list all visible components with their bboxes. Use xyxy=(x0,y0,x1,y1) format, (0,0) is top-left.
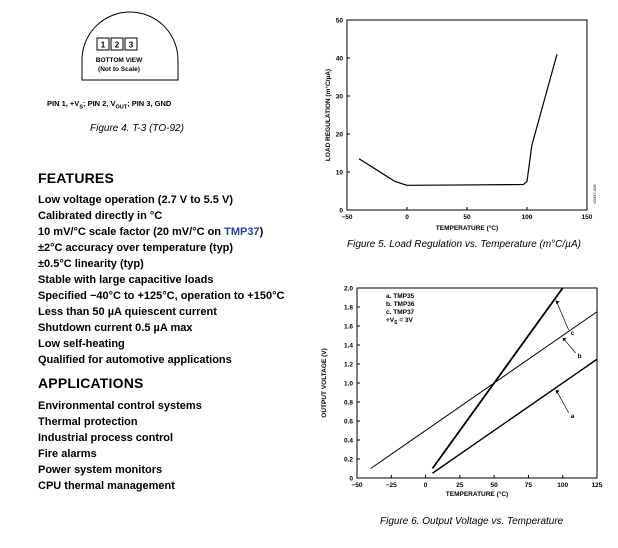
feature-item: Stable with large capacitive loads xyxy=(38,274,214,286)
scale-label: (Not to Scale) xyxy=(98,66,140,73)
x-tick-label: −50 xyxy=(341,214,353,221)
feature-item: Less than 50 µA quiescent current xyxy=(38,306,217,318)
series-pointer-b xyxy=(563,338,575,352)
series-pointer-a xyxy=(556,391,568,413)
pin-number-1: 1 xyxy=(100,40,106,50)
applications-list xyxy=(38,398,202,494)
x-tick-label: 50 xyxy=(490,482,498,489)
feature-item: Low self-heating xyxy=(38,338,125,350)
x-tick-label: 150 xyxy=(581,214,593,221)
y-tick-label: 10 xyxy=(335,169,343,177)
y-tick-label: 1.6 xyxy=(343,323,353,331)
features-heading: FEATURES xyxy=(38,170,115,186)
y-tick-label: 0.6 xyxy=(343,418,353,426)
feature-item-text: 10 mV/°C scale factor (20 mV/°C on xyxy=(38,226,225,238)
figure-code: 00337-006 xyxy=(592,184,597,204)
application-item: Environmental control systems xyxy=(38,400,202,412)
series-line-b xyxy=(371,312,597,469)
load-regulation-chart xyxy=(310,8,610,236)
legend-entry-c: c. TMP37 xyxy=(386,309,415,316)
application-item: Power system monitors xyxy=(38,464,163,476)
x-tick-label: 0 xyxy=(423,482,428,489)
tmp37-link[interactable]: TMP37 xyxy=(224,226,260,238)
x-tick-label: 0 xyxy=(405,214,409,221)
application-item: Fire alarms xyxy=(38,448,97,460)
figure-6-caption: Figure 6. Output Voltage vs. Temperature xyxy=(380,516,564,527)
pin-assignment-caption: PIN 1, $+V_S$; PIN 2, $V_{OUT}$; PIN 3, GND xyxy=(47,99,172,111)
series-label-a: a xyxy=(570,412,575,420)
x-tick-label: 125 xyxy=(591,482,603,489)
plot-frame xyxy=(347,20,587,210)
feature-item: Shutdown current 0.5 µA max xyxy=(38,322,193,334)
y-tick-label: 0 xyxy=(349,475,353,483)
features-list xyxy=(38,192,284,368)
application-item: CPU thermal management xyxy=(38,480,175,492)
y-tick-label: 50 xyxy=(335,17,343,25)
x-tick-label: 25 xyxy=(456,482,464,489)
x-axis-title: TEMPERATURE (°C) xyxy=(445,491,509,498)
feature-item: Qualified for automotive applications xyxy=(38,354,232,366)
bottom-view-label: BOTTOM VIEW xyxy=(95,57,143,64)
y-tick-label: 0.4 xyxy=(343,437,353,445)
y-tick-label: 20 xyxy=(335,131,343,139)
feature-item: 10 mV/°C scale factor (20 mV/°C on TMP37) xyxy=(38,226,264,238)
to92-package-diagram xyxy=(80,32,180,92)
feature-item: Specified −40°C to +125°C, operation to +150°C xyxy=(38,290,285,302)
application-item: Thermal protection xyxy=(38,416,138,428)
series-pointer-c xyxy=(556,301,568,330)
y-tick-label: 2.0 xyxy=(343,285,353,293)
figure-4-caption: Figure 4. T-3 (TO-92) xyxy=(90,123,184,134)
series-line-load-regulation xyxy=(359,54,557,185)
x-tick-label: −50 xyxy=(351,482,363,489)
x-tick-label: 50 xyxy=(463,214,471,221)
series-label-b: b xyxy=(577,352,582,360)
y-tick-label: 30 xyxy=(335,93,343,101)
y-tick-label: 0.8 xyxy=(343,399,353,407)
feature-item: ±0.5°C linearity (typ) xyxy=(38,258,144,270)
applications-heading: APPLICATIONS xyxy=(38,375,144,391)
y-tick-label: 0 xyxy=(339,207,343,215)
x-axis-title: TEMPERATURE (°C) xyxy=(435,225,499,232)
y-tick-label: 40 xyxy=(335,55,343,63)
pin-number-3: 3 xyxy=(128,40,134,50)
y-tick-label: 1.0 xyxy=(343,380,353,388)
feature-item: ±2°C accuracy over temperature (typ) xyxy=(38,242,234,254)
legend-entry-b: b. TMP36 xyxy=(386,301,415,308)
application-item: Industrial process control xyxy=(38,432,174,444)
x-tick-label: 100 xyxy=(521,214,533,221)
x-tick-label: 75 xyxy=(524,482,533,489)
y-axis-title: OUTPUT VOLTAGE (V) xyxy=(321,348,328,418)
pin-number-2: 2 xyxy=(114,40,120,50)
x-tick-label: −25 xyxy=(385,482,397,489)
y-tick-label: 0.2 xyxy=(343,456,353,464)
output-voltage-chart xyxy=(310,278,610,506)
legend-entry-a: a. TMP35 xyxy=(386,293,415,300)
figure-5-caption: Figure 5. Load Regulation vs. Temperature (m°C/µA) xyxy=(347,239,581,250)
x-tick-label: 100 xyxy=(557,482,569,489)
series-line-c xyxy=(432,288,562,469)
y-axis-title: LOAD REGULATION (m°C/µA) xyxy=(325,68,332,162)
feature-item: Calibrated directly in °C xyxy=(38,210,163,222)
legend-supply: $+V_S = 3V$ xyxy=(386,317,413,326)
y-tick-label: 1.2 xyxy=(343,361,353,369)
y-tick-label: 1.8 xyxy=(343,304,353,312)
feature-item: Low voltage operation (2.7 V to 5.5 V) xyxy=(38,194,233,206)
series-label-c: c xyxy=(570,330,575,338)
y-tick-label: 1.4 xyxy=(343,342,353,350)
